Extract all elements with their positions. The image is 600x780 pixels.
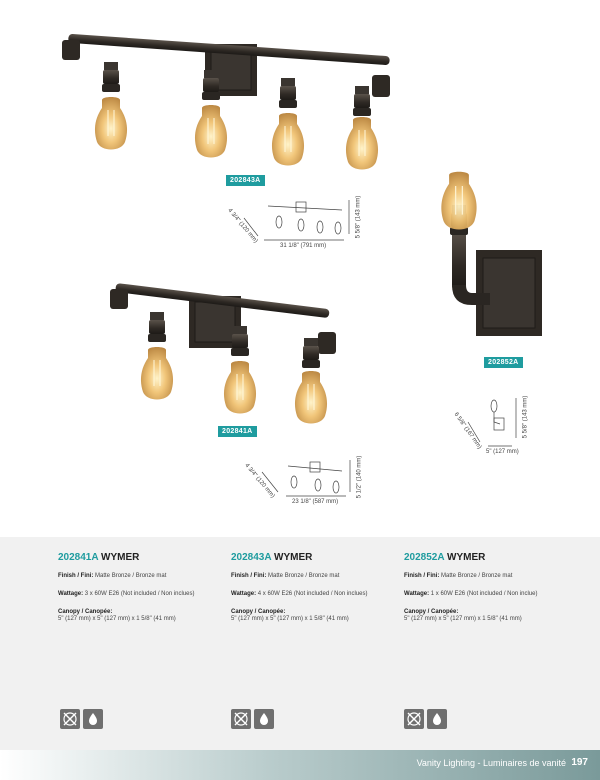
canopy-spec: Canopy / Canopée: 5" (127 mm) x 5" (127 mm) x 1 5/8" (41 mm) [404,608,522,623]
damp-location-icon [427,709,447,729]
feature-icons-202841A [60,709,103,729]
dim-202852A-depth: 6 5/8" (167 mm) [452,411,483,451]
product-heading: 202843A WYMER [231,552,313,563]
fixture-202852A-photo [441,172,542,336]
dim-202852A-width: 5" (127 mm) [486,449,519,455]
wattage-spec: Wattage: 3 x 60W E26 (Not included / Non inclues) [58,590,195,597]
dim-202843A-height: 5 5/8" (143 mm) [355,195,362,239]
no-dimmer-icon [404,709,424,729]
feature-icons-202843A [231,709,274,729]
page-number: 197 [571,757,588,768]
no-dimmer-icon [60,709,80,729]
badge-202843A: 202843A [226,175,265,186]
finish-spec: Finish / Fini: Matte Bronze / Bronze mat [58,573,167,579]
dim-202852A-height: 5 5/8" (143 mm) [522,395,529,439]
wattage-spec: Wattage: 4 x 60W E26 (Not included / Non inclues) [231,590,368,597]
canopy-spec: Canopy / Canopée: 5" (127 mm) x 5" (127 mm) x 1 5/8" (41 mm) [231,608,349,623]
fixture-202843A-photo [62,34,390,170]
spec-column-202843A [231,552,401,624]
feature-icons-202852A [404,709,447,729]
damp-location-icon [83,709,103,729]
product-heading: 202852A WYMER [404,552,486,563]
finish-spec: Finish / Fini: Matte Bronze / Bronze mat [404,573,513,579]
fixture-202841A-photo [110,283,336,424]
line-drawing-202841A [262,460,350,496]
dim-202841A-depth: 4 3/4" (120 mm) [243,462,276,500]
dim-202843A-width: 31 1/8" (791 mm) [280,243,327,249]
line-drawing-202843A [244,200,349,240]
wattage-spec: Wattage: 1 x 60W E26 (Not included / Non inclue) [404,590,538,597]
footer-section-title: Vanity Lighting - Luminaires de vanité [416,758,566,768]
page-footer [0,750,600,780]
badge-202841A: 202841A [218,426,257,437]
dim-202841A-width: 23 1/8" (587 mm) [292,499,339,505]
damp-location-icon [254,709,274,729]
spec-column-202852A [404,552,574,624]
product-heading: 202841A WYMER [58,552,140,563]
canopy-spec: Canopy / Canopée: 5" (127 mm) x 5" (127 mm) x 1 5/8" (41 mm) [58,608,176,623]
finish-spec: Finish / Fini: Matte Bronze / Bronze mat [231,573,340,579]
dim-202841A-height: 5 1/2" (140 mm) [356,455,363,499]
badge-202852A: 202852A [484,357,523,368]
no-dimmer-icon [231,709,251,729]
spec-column-202841A [58,552,228,624]
dim-202843A-depth: 4 3/4" (120 mm) [226,207,259,245]
